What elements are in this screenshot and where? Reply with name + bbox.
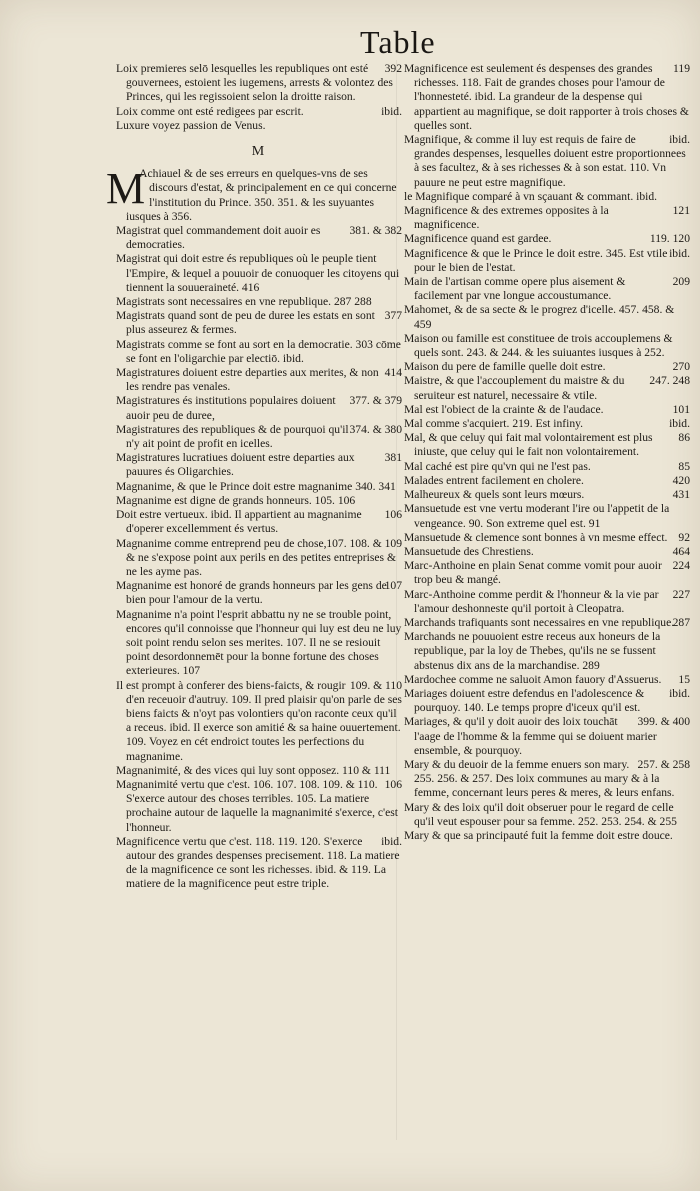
entry-text: Marchands ne pouuoient estre receus aux honeurs de la republique, par la loy de Thebes, qu'ils ne se fussent abstenus dix ans de la marchandise. 289 [404,630,661,672]
page-reference: ibid. [669,246,690,260]
index-entry [116,338,402,366]
entry-text: Doit estre vertueux. ibid. Il appartient au magnanime d'operer excellemment és vertus. [116,508,362,536]
entry-text: Mary & des loix qu'il doit obseruer pour le regard de celle qu'il veut espouser pour sa femme. 252. 253. 254. & 255 [404,800,677,828]
page-reference: 109. & 110 [349,678,402,692]
index-entry [116,537,402,580]
page-reference: 247. 248 [649,374,690,388]
entry-text: Mal est l'obiect de la crainte & de l'audace. [404,402,604,416]
page-reference: 420 [672,473,690,487]
page-reference: 107. 108. & 109 [326,536,402,550]
entry-text: Mariages doiuent estre defendus en l'adolescence & pourquoy. 140. Le temps propre d'iceux qu'il est. [404,686,645,715]
index-entry [116,394,402,422]
index-entry [404,403,690,417]
entry-text: Magistrats sont necessaires en vne republique. 287 288 [116,295,372,309]
index-entry [116,494,402,508]
entry-text: Magnificence & que le Prince le doit estre. 345. Est vtile pour le bien de l'estat. [404,246,668,274]
entry-text: Mardochee comme ne saluoit Amon fauory d'Assuerus. [404,672,662,686]
page-reference: 15 [678,672,690,686]
entry-text: Magistratures des republiques & de pourquoi qu'il n'y ait point de profit en icelles. [116,422,349,451]
page-reference: 414 [384,366,402,380]
entry-text: Magnificence vertu que c'est. 118. 119. 120. S'exerce autour des grandes despenses precisement. 118. La matiere de la magnificence ce sont les richesses. ibid. & 119. La matiere de la magnificence peut estre triple. [116,834,400,891]
index-entry [116,778,402,835]
page-reference: 119. 120 [649,232,690,246]
index-entry [404,502,690,530]
entry-text: Loix comme ont esté redigees par escrit. [116,104,304,118]
entry-text: Magnanimité, & des vices qui luy sont opposez. 110 & 111 [116,763,391,777]
entry-text: Magistrats quand sont de peu de duree les estats en sont plus asseurez & fermes. [116,309,375,337]
entry-text: Magistrats comme se font au sort en la democratie. 303 cōme se font en l'oligarchie par electiō. ibid. [116,337,401,365]
page-reference: 287 [672,615,690,629]
index-entry [404,588,690,616]
entry-text: Marc-Anthoine en plain Senat comme vomit pour auoir trop beu & mangé. [404,559,662,587]
entry-text: Magnanime, & que le Prince doit estre magnanime 340. 341 [116,479,396,493]
page-reference: ibid. [669,417,690,431]
index-entry [404,559,690,587]
index-entry [404,630,690,673]
page-reference: ibid. [381,834,402,848]
entry-text: Magnificence quand est gardee. [404,232,552,246]
index-entry [116,480,402,494]
page-reference: 377. & 379 [349,394,402,408]
index-entry [116,764,402,778]
entry-text: Achiauel & de ses erreurs en quelques-vns de ses discours d'estat, & principalement en ce qui concerne l'institution du Prince. 350. 351. & les suyuantes iusques à 356. [126,167,397,223]
index-entry [116,608,402,679]
index-entry [116,309,402,337]
entry-text: Mal caché est pire qu'vn qui ne l'est pas. [404,459,591,473]
entry-text: Magnifique, & comme il luy est requis de faire de grandes despenses, lesquelles doiuent estre proportionnees à ses facultez, & à ses richesses & à son estat. 110. Vn pauure ne peut estre magnifique. [404,133,686,189]
index-entry [116,295,402,309]
entry-text: Magnanime est honoré de grands honneurs par les gens de bien pour l'amour de la vertu. [116,579,387,607]
entry-text: Main de l'artisan comme opere plus aisement & facilement par vne longue accoustumance. [404,275,626,303]
index-entry [404,758,690,801]
index-entry [404,687,690,715]
entry-text: le Magnifique comparé à vn sçauant & commant. ibid. [404,189,658,203]
entry-text: Mansuetude des Chrestiens. [404,544,534,558]
page-reference: 270 [672,360,690,374]
entry-text: Magnanime comme entreprend peu de chose, & ne s'expose point aux perils en des petites entreprises & ne les ayme pas. [116,536,396,578]
index-entry [404,417,690,431]
page-reference: 257. & 258 [637,757,690,771]
entry-text: Malades entrent facilement en cholere. [404,473,584,487]
entry-text: Mal comme s'acquiert. 219. Est infiny. [404,417,584,431]
entry-text: Magnanime est digne de grands honneurs. 105. 106 [116,493,356,507]
index-entry [404,190,690,204]
entry-text: Magistrat quel commandement doit auoir es democraties. [116,224,321,252]
page-reference: 121 [672,204,690,218]
entry-text: Magistrat qui doit estre és republiques où le peuple tient l'Empire, & lequel a pouuoir de conuoquer les citoyens qui tiennent la souueraineté. 416 [116,252,400,294]
drop-cap: M [106,164,146,214]
page-reference: 101 [672,402,690,416]
index-entry [404,801,690,829]
page-reference: 381. & 382 [349,224,402,238]
index-entry [404,275,690,303]
page-reference: 464 [672,544,690,558]
page-reference: 381 [384,451,402,465]
entry-text: Magnanime n'a point l'esprit abbattu ny ne se trouble point, encores qu'il connoisse que l'honneur qui luy est deu ne luy soit point rendu selon ses merites. 107. Il ne se resiouit point desordonnemēt pour la bonne fortune des choses exterieures. 107 [116,607,402,678]
entry-text: Il est prompt à conferer des biens-faicts, & rougir d'en receuoir d'autruy. 109. Il pred plaisir qu'on parle de ses biens faicts & n'oyt pas volontiers qu'on raconte ceux qu'il a receus. ibid. Il exerce son amitié & sa haine ouuertement. 109. Voyez en cét endroict toutes les perfections du magnanime. [116,678,402,763]
index-entry [404,488,690,502]
index-entry [116,835,402,892]
index-entry [116,579,402,607]
index-entry [116,679,402,764]
page-reference: 107 [384,579,402,593]
page-reference: 392 [384,62,402,75]
page-title: Table [360,24,436,60]
index-entry [404,303,690,331]
index-entry [404,232,690,246]
entry-text: Mahomet, & de sa secte & le progrez d'icelle. 457. 458. & 459 [404,303,675,331]
entry-text: Magistratures doiuent estre departies aux merites, & non les rendre pas venales. [116,366,379,394]
page-reference: 374. & 380 [349,422,402,436]
index-entry [404,531,690,545]
index-entry [404,247,690,275]
index-entry [404,715,690,758]
entry-text: Maistre, & que l'accouplement du maistre & du seruiteur est naturel, necessaire & vtile. [404,374,625,402]
index-entry [116,451,402,479]
index-entry [116,366,402,394]
index-entry [404,62,690,133]
entry-text: Mansuetude & clemence sont bonnes à vn mesme effect. [404,530,668,544]
page-reference: ibid. [669,686,690,700]
entry-text: Mariages, & qu'il y doit auoir des loix touchāt l'aage de l'homme & la femme qui se doiuent marier ensemble, & pourquoy. [404,715,657,757]
page-reference: 106 [384,777,402,791]
index-entry [404,374,690,402]
right-column [404,62,690,843]
entry-text: Magistratures lucratiues doiuent estre departies aux pauures és Oligarchies. [116,451,355,479]
entry-text: Magistratures és institutions populaires doiuent auoir peu de duree, [116,394,336,422]
page-reference: 224 [672,559,690,573]
entry-text: Marchands trafiquants sont necessaires en vne republique. [404,615,675,629]
index-entry [116,508,402,536]
section-letter: M [251,144,267,160]
entry-text: Malheureux & quels sont leurs mœurs. [404,488,585,502]
entry-text: Mansuetude est vne vertu moderant l'ire ou l'appetit de la vengeance. 90. Son extreme quel est. 91 [404,502,670,530]
page-reference: 106 [384,508,402,522]
index-entry [404,460,690,474]
index-entry [404,360,690,374]
page-reference: 209 [672,275,690,289]
index-entry [404,673,690,687]
index-entry [404,332,690,360]
page-reference: 399. & 400 [637,715,690,729]
page-reference: 86 [678,431,690,445]
index-entry [116,224,402,252]
entry-text: Mary & que sa principauté fuit la femme doit estre douce. [404,828,673,842]
entry-text: Magnificence & des extremes opposites à la magnificence. [404,204,609,232]
page-reference: 92 [678,530,690,544]
page-reference: 431 [672,488,690,502]
page-reference: 377 [384,309,402,323]
page-reference: 119 [673,62,690,75]
index-entry [404,133,690,190]
index-entry [116,105,402,119]
index-entry [116,119,402,133]
entry-text: Magnanimité vertu que c'est. 106. 107. 108. 109. & 110. S'exerce autour des choses terribles. 105. La matiere prochaine autour de laquelle la magnanimité s'exerce, c'est l'honneur. [116,777,399,834]
page-reference: ibid. [669,133,690,147]
index-entry [404,616,690,630]
index-entry [404,829,690,843]
entry-text: Loix premieres selō lesquelles les republiques ont esté gouvernees, estoient les iugemens, arrests & volontez des Princes, qui les regissoient selon la droitte raison. [116,62,393,104]
entry-text: Magnificence est seulement és despenses des grandes richesses. 118. Fait de grandes choses pour l'amour de l'honnesteté. ibid. La grandeur de la despense qui appartient au magnifique, se doit rapporter à trois choses & quelles sont. [404,62,689,132]
index-entry [106,164,402,224]
left-column [106,62,402,892]
entry-text: Marc-Anthoine comme perdit & l'honneur & la vie par l'amour deshonneste qu'il portoit à Cleopatra. [404,587,659,615]
entry-text: Maison du pere de famille quelle doit estre. [404,360,606,374]
page-reference: 227 [672,587,690,601]
entry-text: Mal, & que celuy qui fait mal volontairement est plus iniuste, que celuy qui le fait non volontairement. [404,431,653,459]
entry-text: Luxure voyez passion de Venus. [116,118,266,132]
page-reference: ibid. [381,104,402,118]
index-entry [404,545,690,559]
entry-text: Maison ou famille est constituee de trois accouplemens & quels sont. 243. & 244. & les suiuantes iusques à 252. [404,331,673,360]
page-reference: 85 [678,459,690,473]
index-entry [116,423,402,451]
index-entry [116,252,402,295]
index-entry [116,62,402,105]
entry-text: Mary & du deuoir de la femme enuers son mary. 255. 256. & 257. Des loix communes au mary & à la femme, concernant leurs peres & meres, & leurs enfans. [404,757,675,800]
index-entry [404,474,690,488]
index-entry [404,431,690,459]
index-entry [404,204,690,232]
